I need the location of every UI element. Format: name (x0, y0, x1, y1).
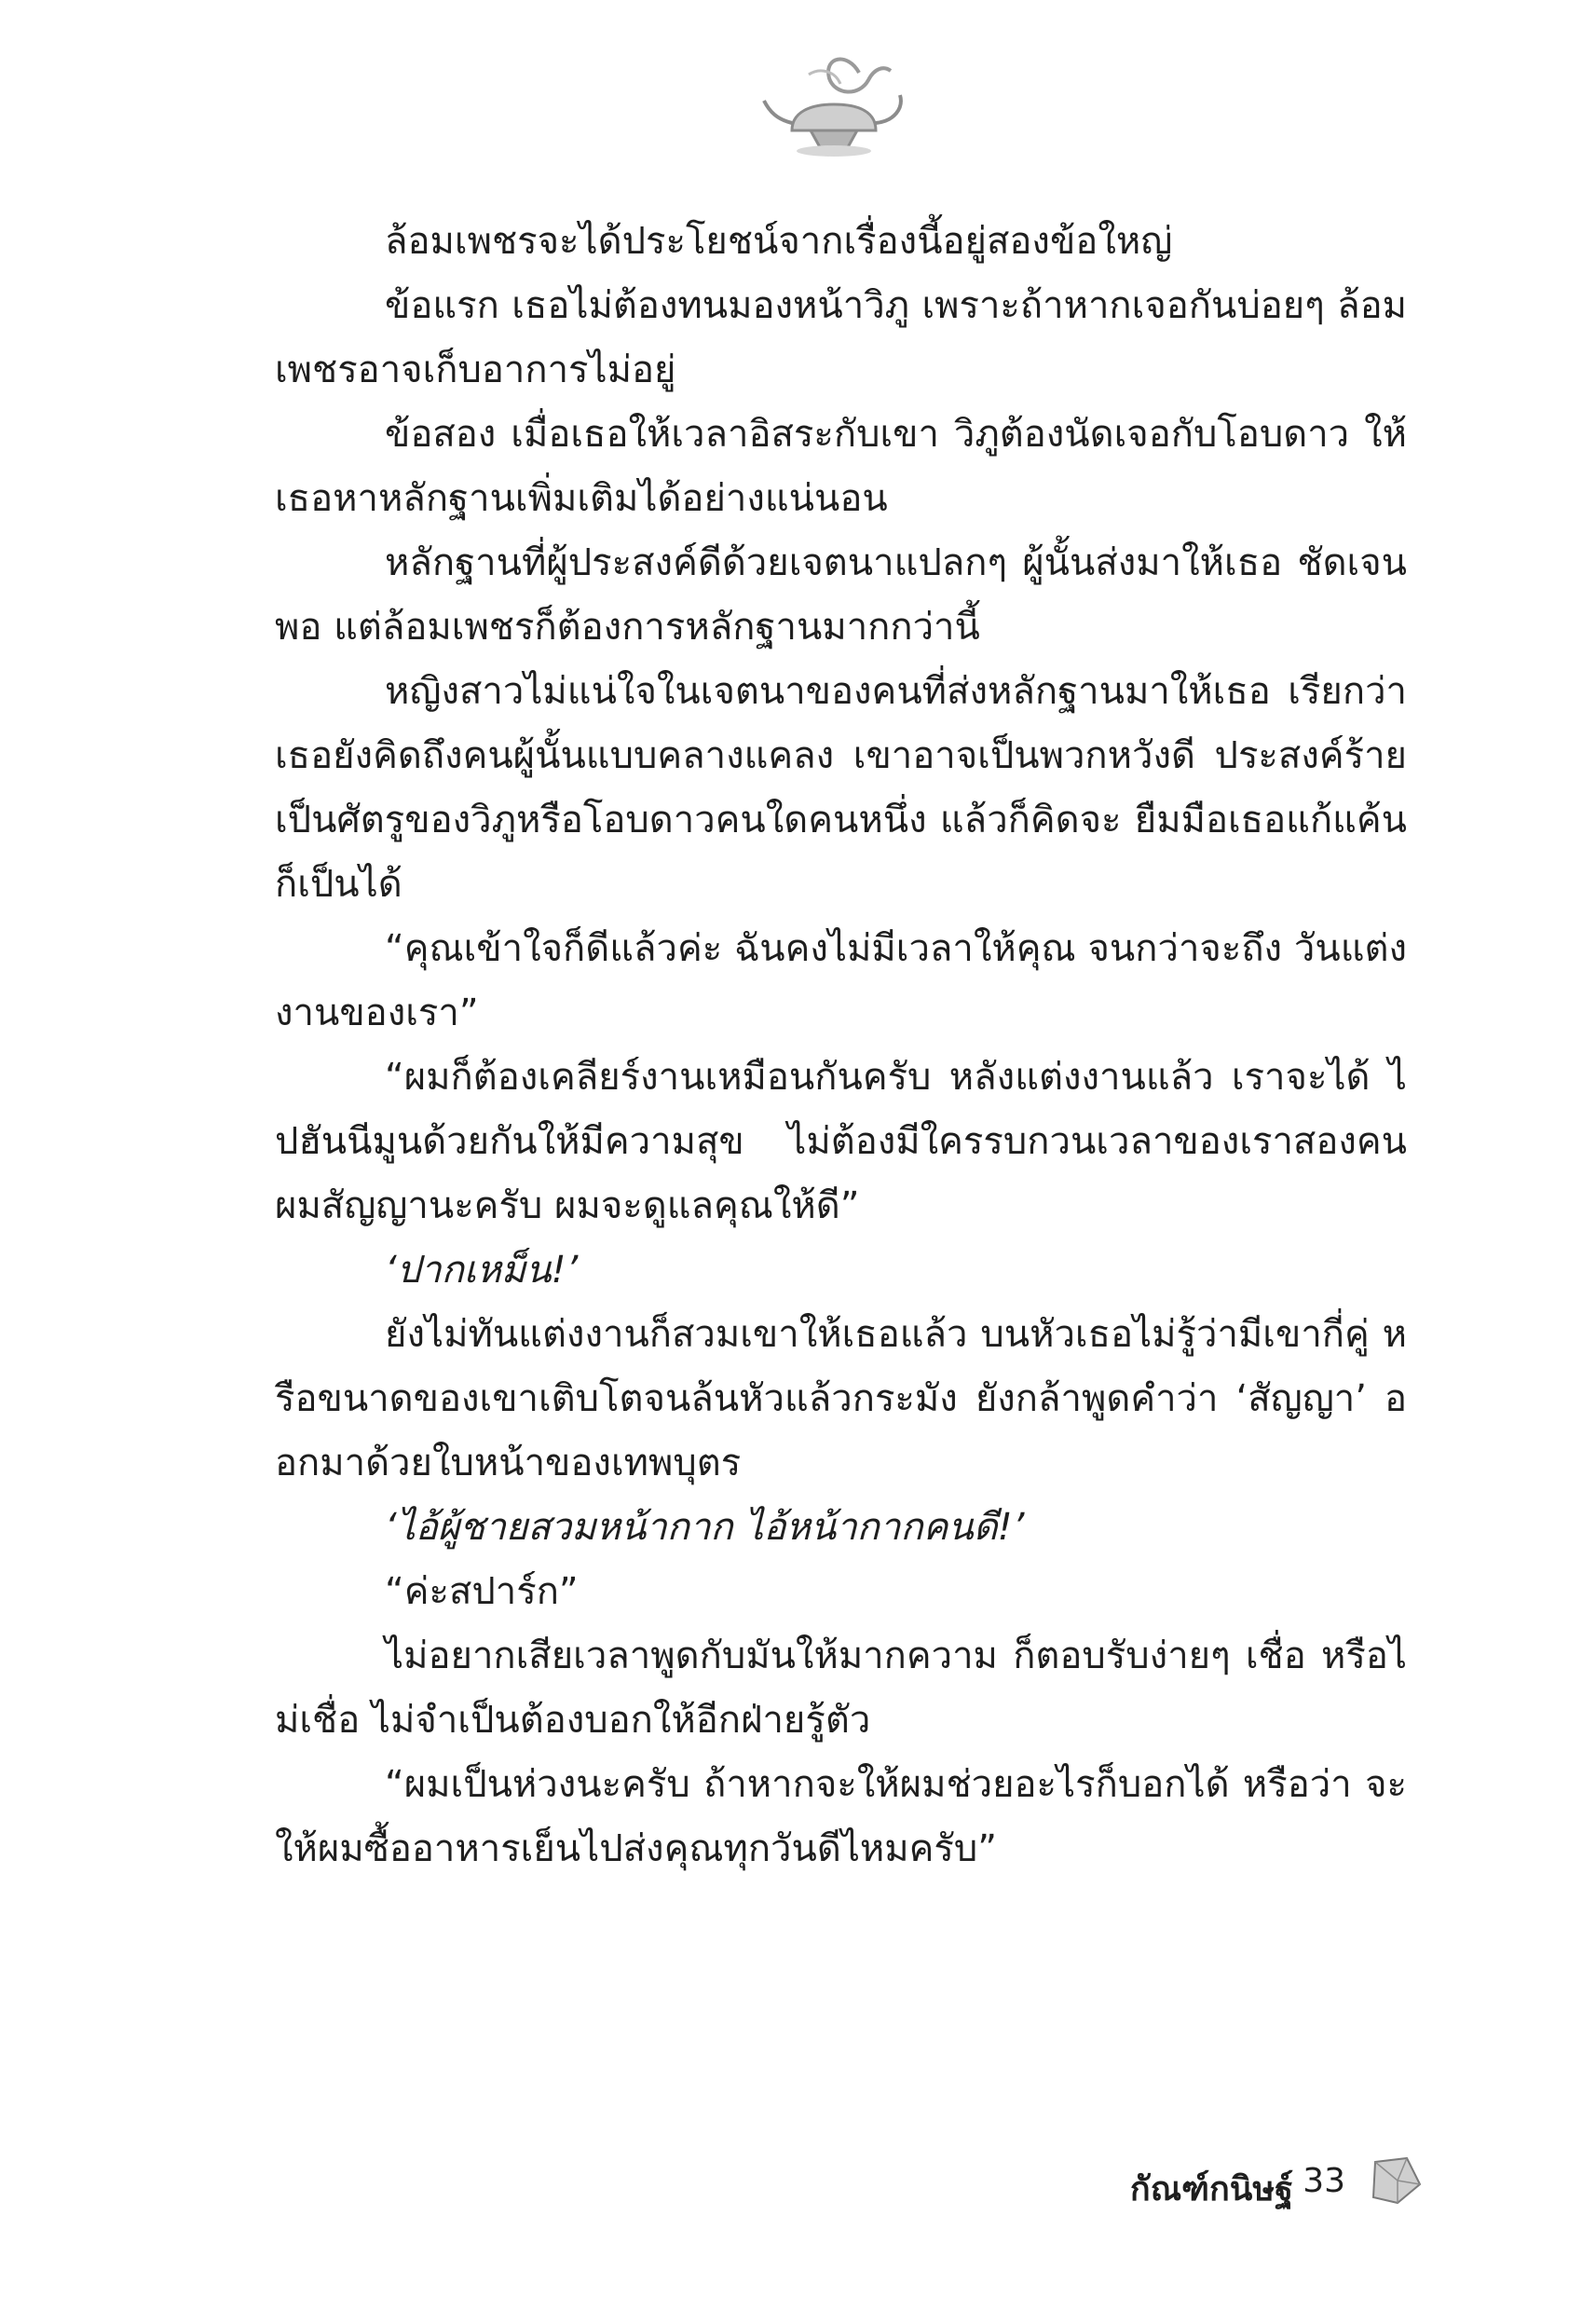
page-number: 33 (1303, 2162, 1345, 2200)
paragraph: ล้อมเพชรจะได้ประโยชน์จากเรื่องนี้อยู่สองข้อใหญ่ (385, 220, 1173, 263)
page-footer (1070, 2153, 1424, 2218)
paragraph: “ผมก็ต้องเคลียร์งานเหมือนกันครับ หลังแต่งงานแล้ว เราจะได้ ไปฮันนีมูนด้วยกันให้มีความสุข ไม่ต้องมีใครรบกวนเวลาของเราสองคน ผมสัญญานะครับ ผมจะดูแลคุณให้ดี” (275, 1056, 1407, 1227)
paragraph: ไม่อยากเสียเวลาพูดกับมันให้มากความ ก็ตอบรับง่ายๆ เชื่อ หรือไม่เชื่อ ไม่จำเป็นต้องบอกให้อีกฝ่ายรู้ตัว (275, 1634, 1407, 1742)
paragraph: ‘ปากเหม็น!’ (385, 1249, 579, 1292)
paragraph: หญิงสาวไม่แน่ใจในเจตนาของคนที่ส่งหลักฐานมาให้เธอ เรียกว่าเธอยังคิดถึงคนผู้นั้นแบบคลางแคลง เขาอาจเป็นพวกหวังดี ประสงค์ร้าย เป็นศัตรูของวิภูหรือโอบดาวคนใดคนหนึ่ง แล้วก็คิดจะ ยืมมือเธอแก้แค้นก็เป็นได้ (275, 670, 1407, 906)
genie-lamp-icon (755, 47, 913, 163)
gem-icon (1370, 2156, 1424, 2205)
author-name: กัณฑ์กนิษฐ์ (1129, 2170, 1293, 2208)
paragraph: “ผมเป็นห่วงนะครับ ถ้าหากจะให้ผมช่วยอะไรก็บอกได้ หรือว่า จะให้ผมซื้ออาหารเย็นไปส่งคุณทุกวันดีไหมครับ” (275, 1763, 1407, 1870)
paragraph: ‘ไอ้ผู้ชายสวมหน้ากาก ไอ้หน้ากากคนดี!’ (385, 1506, 1025, 1549)
paragraph: ยังไม่ทันแต่งงานก็สวมเขาให้เธอแล้ว บนหัวเธอไม่รู้ว่ามีเขากี่คู่ หรือขนาดของเขาเติบโตจนล้นหัวแล้วกระมัง ยังกล้าพูดคำว่า ‘สัญญา’ ออกมาด้วยใบหน้าของเทพบุตร (275, 1313, 1407, 1484)
text-body (275, 210, 1407, 1881)
paragraph: ข้อสอง เมื่อเธอให้เวลาอิสระกับเขา วิภูต้องนัดเจอกับโอบดาว ให้เธอหาหลักฐานเพิ่มเติมได้อย่างแน่นอน (275, 413, 1407, 520)
paragraph: หลักฐานที่ผู้ประสงค์ดีด้วยเจตนาแปลกๆ ผู้นั้นส่งมาให้เธอ ชัดเจนพอ แต่ล้อมเพชรก็ต้องการหลักฐานมากกว่านี้ (275, 541, 1407, 649)
paragraph: “คุณเข้าใจก็ดีแล้วค่ะ ฉันคงไม่มีเวลาให้คุณ จนกว่าจะถึง วันแต่งงานของเรา” (275, 927, 1407, 1034)
paragraph: ข้อแรก เธอไม่ต้องทนมองหน้าวิภู เพราะถ้าหากเจอกันบ่อยๆ ล้อมเพชรอาจเก็บอาการไม่อยู่ (275, 284, 1407, 391)
paragraph: “ค่ะสปาร์ก” (385, 1570, 579, 1613)
